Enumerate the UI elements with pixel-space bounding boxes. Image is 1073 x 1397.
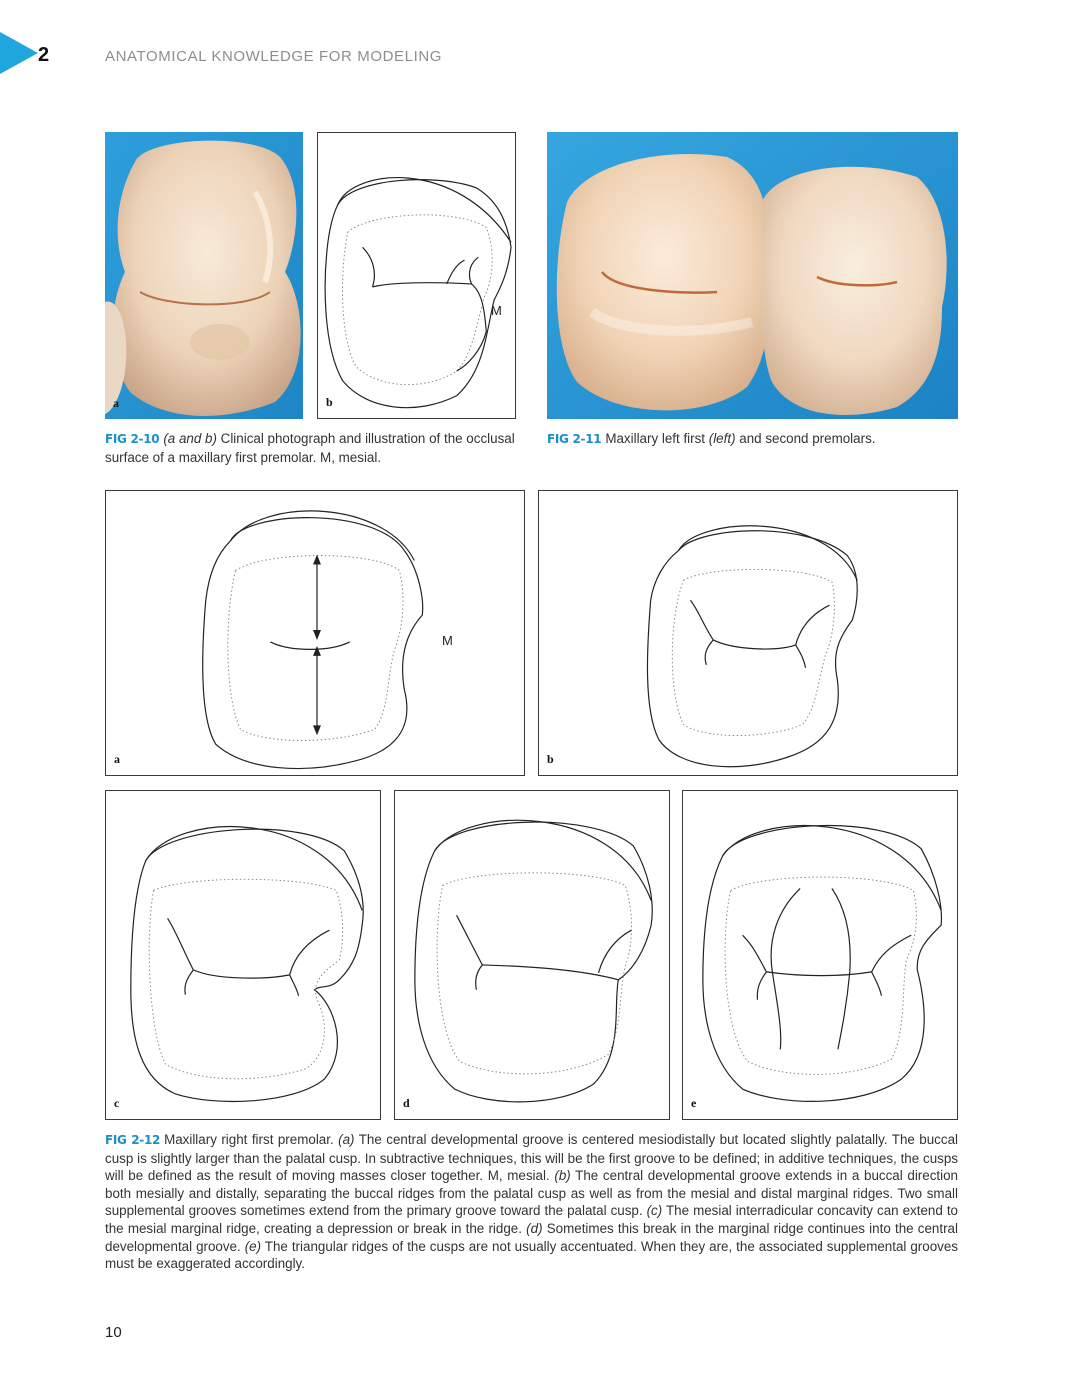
fig-2-12b-illustration [538, 490, 958, 776]
fig-2-12d-illustration [394, 790, 670, 1120]
fig-2-10b-illustration [317, 132, 516, 419]
fig-2-11-caption [547, 430, 958, 449]
panel-label: b [326, 395, 333, 409]
caption-panel-ref: (d) [526, 1220, 543, 1236]
caption-panel-ref: (c) [646, 1203, 663, 1219]
fig-2-11-photo [547, 132, 958, 419]
caption-panel-ref: (left) [708, 431, 736, 446]
page-number: 10 [105, 1324, 122, 1341]
running-head: ANATOMICAL KNOWLEDGE FOR MODELING [105, 48, 443, 65]
caption-panel-ref: (e) [244, 1238, 262, 1254]
fig-2-10-caption [105, 430, 520, 466]
caption-panel-ref: (b) [554, 1168, 571, 1184]
caption-text: Maxillary left first [605, 431, 709, 446]
caption-text: Clinical photograph and illustration of the occlusal surface of a maxillary first premolar. M, mesial. [105, 431, 515, 465]
caption-panel-ref: (a and b) [163, 431, 217, 446]
fig-2-12-caption [105, 1131, 958, 1273]
panel-label: a [113, 396, 119, 410]
panel-label: d [403, 1096, 410, 1110]
caption-text: The central developmental groove extends in a buccal direction both mesially and distally, separating the buccal ridges from the palatal cusp as well as from the mesial and distal marginal ridges. Two small supplemental grooves sometimes extend from the primary groove toward the palatal cusp. [105, 1168, 959, 1219]
chapter-marker-arrow [0, 32, 38, 74]
caption-lead: FIG 2-12 [105, 1133, 161, 1147]
panel-label: a [114, 752, 120, 766]
mesial-marker: M [491, 303, 502, 318]
caption-text: The central developmental groove is centered mesiodistally but located slightly palatally. The buccal cusp is slightly larger than the palatal cusp. In subtractive techniques, this will be the first groove to be defined; in additive techniques, the cusps will be defined as the result of moving masses closer together. M, mesial. [105, 1132, 958, 1184]
caption-lead: FIG 2-11 [547, 432, 602, 446]
panel-label: e [691, 1096, 697, 1110]
chapter-number: 2 [38, 44, 50, 66]
fig-2-12c-illustration [105, 790, 381, 1120]
caption-text: The triangular ridges of the cusps are not usually accentuated. When they are, the associated supplemental grooves must be exaggerated accordingly. [105, 1238, 959, 1272]
caption-text: The mesial interradicular concavity can extend to the mesial marginal ridge, creating a depression or break in the ridge. [105, 1203, 958, 1236]
caption-text: Maxillary right first premolar. [164, 1132, 339, 1147]
caption-lead: FIG 2-10 [105, 432, 160, 446]
caption-panel-ref: (a) [338, 1132, 355, 1147]
fig-2-12a-illustration [105, 490, 525, 776]
fig-2-12e-illustration [682, 790, 958, 1120]
caption-text: and second premolars. [735, 431, 876, 446]
mesial-marker: M [442, 633, 453, 648]
caption-text: Sometimes this break in the marginal ridge continues into the central developmental groove. [105, 1220, 958, 1254]
fig-2-10a-photo [105, 132, 303, 419]
panel-label: c [114, 1096, 120, 1110]
panel-label: b [547, 752, 554, 766]
